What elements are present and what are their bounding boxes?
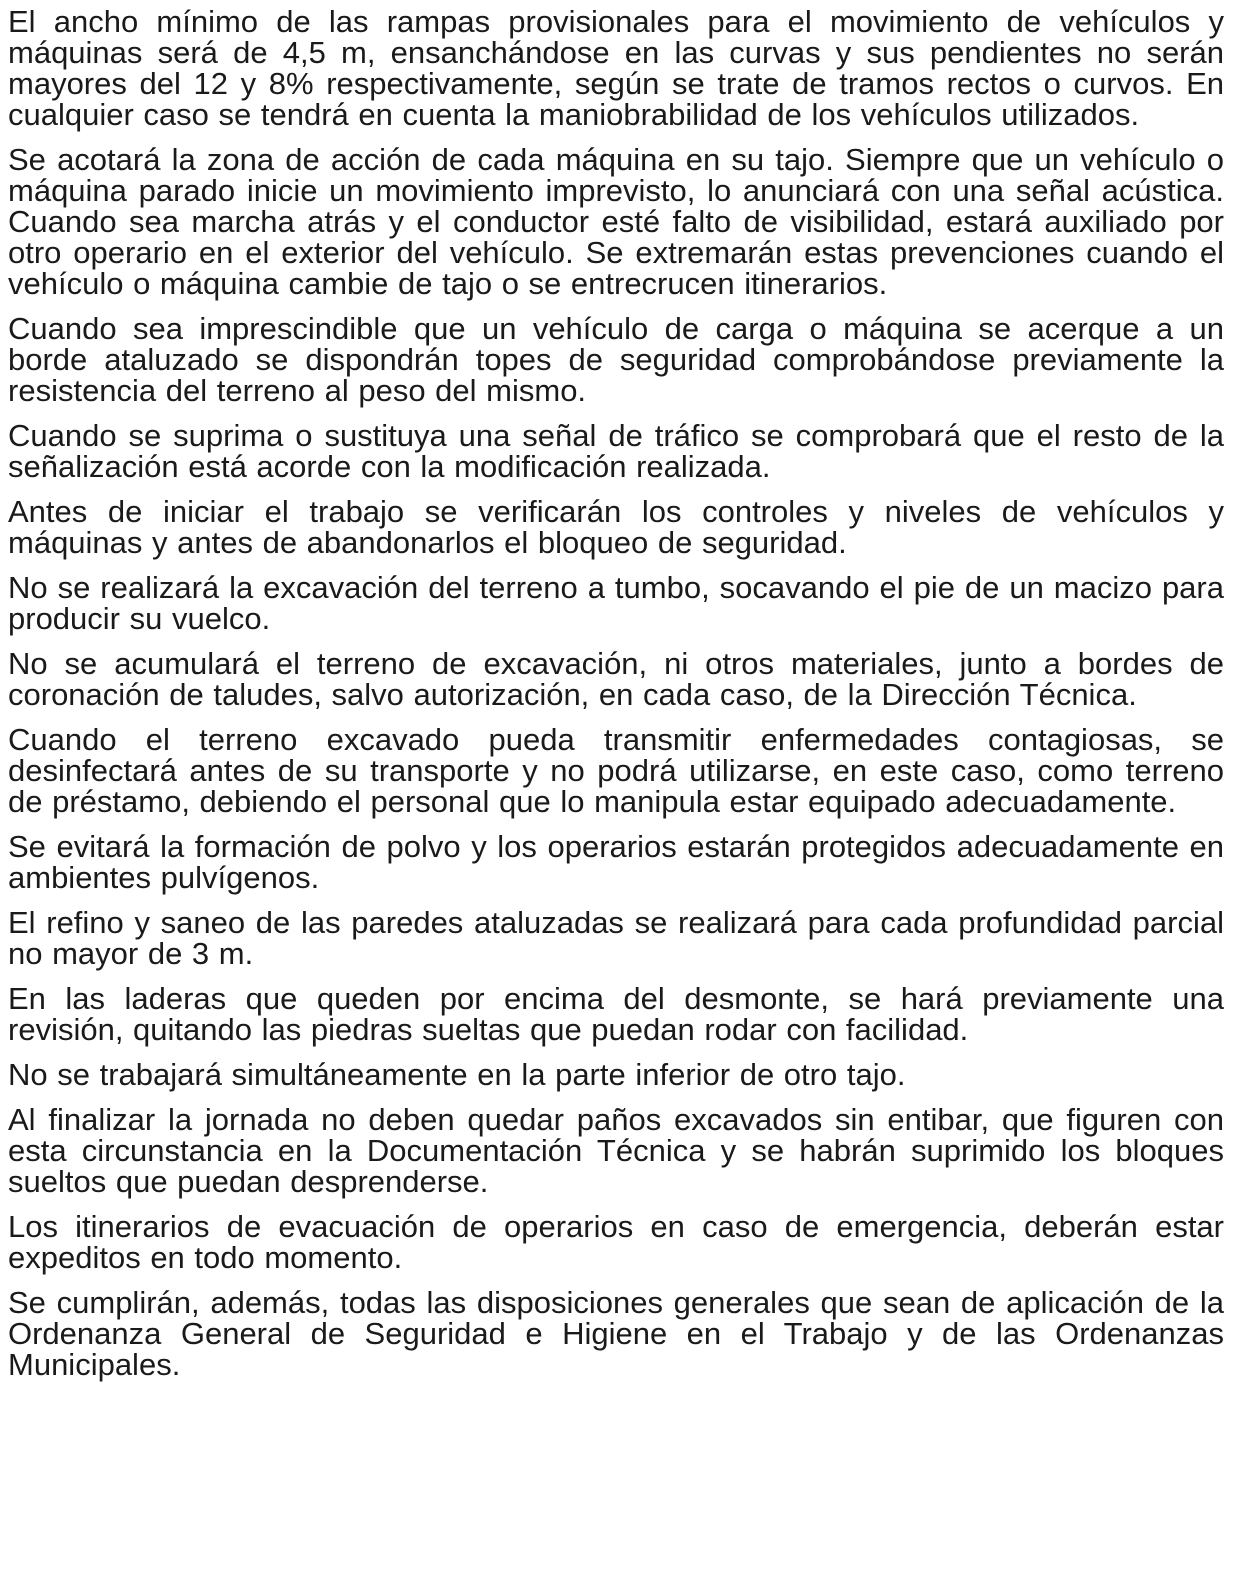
paragraph-machine-zone: Se acotará la zona de acción de cada máquina en su tajo. Siempre que un vehículo o máquina parado inicie un movimiento imprevisto, lo anunciará con una señal acústica. Cuando sea marcha atrás y el conductor esté falto de visibilidad, estará auxiliado por otro operario en el exterior del vehículo. Se extremarán estas prevenciones cuando el vehículo o máquina cambie de tajo o se entrecrucen itinerarios. bbox=[8, 142, 1224, 301]
paragraph-general-regulations: Se cumplirán, además, todas las disposiciones generales que sean de aplicación de la Ordenanza General de Seguridad e Higiene en el Trabajo y de las Ordenanzas Municipales. bbox=[8, 1285, 1224, 1382]
paragraph-spoil-accumulation: No se acumulará el terreno de excavación, ni otros materiales, junto a bordes de coronación de taludes, salvo autorización, en cada caso, de la Dirección Técnica. bbox=[8, 646, 1224, 712]
paragraph-contaminated-soil: Cuando el terreno excavado pueda transmitir enfermedades contagiosas, se desinfectará antes de su transporte y no podrá utilizarse, en este caso, como terreno de préstamo, debiendo el personal que lo manipula estar equipado adecuadamente. bbox=[8, 722, 1224, 819]
paragraph-simultaneous-work: No se trabajará simultáneamente en la parte inferior de otro tajo. bbox=[8, 1057, 906, 1092]
paragraph-undercutting: No se realizará la excavación del terreno a tumbo, socavando el pie de un macizo para producir su vuelco. bbox=[8, 570, 1224, 636]
paragraph-evacuation-routes: Los itinerarios de evacuación de operarios en caso de emergencia, deberán estar expeditos en todo momento. bbox=[8, 1209, 1224, 1275]
paragraph-wall-trimming: El refino y saneo de las paredes ataluzadas se realizará para cada profundidad parcial no mayor de 3 m. bbox=[8, 905, 1224, 971]
paragraph-traffic-signs: Cuando se suprima o sustituya una señal de tráfico se comprobará que el resto de la señalización está acorde con la modificación realizada. bbox=[8, 418, 1224, 484]
paragraph-loose-stones: En las laderas que queden por encima del desmonte, se hará previamente una revisión, quitando las piedras sueltas que puedan rodar con facilidad. bbox=[8, 981, 1224, 1047]
paragraph-slope-edge-stops: Cuando sea imprescindible que un vehículo de carga o máquina se acerque a un borde ataluzado se dispondrán topes de seguridad comprobándose previamente la resistencia del terreno al peso del mismo. bbox=[8, 311, 1224, 408]
paragraph-dust: Se evitará la formación de polvo y los operarios estarán protegidos adecuadamente en ambientes pulvígenos. bbox=[8, 829, 1224, 895]
paragraph-vehicle-checks: Antes de iniciar el trabajo se verificarán los controles y niveles de vehículos y máquinas y antes de abandonarlos el bloqueo de seguridad. bbox=[8, 494, 1224, 560]
document-page bbox=[8, 6, 1224, 1394]
paragraph-end-of-shift: Al finalizar la jornada no deben quedar paños excavados sin entibar, que figuren con esta circunstancia en la Documentación Técnica y se habrán suprimido los bloques sueltos que puedan desprenderse. bbox=[8, 1102, 1224, 1199]
paragraph-ramp-width: El ancho mínimo de las rampas provisionales para el movimiento de vehículos y máquinas será de 4,5 m, ensanchándose en las curvas y sus pendientes no serán mayores del 12 y 8% respectivamente, según se trate de tramos rectos o curvos. En cualquier caso se tendrá en cuenta la maniobrabilidad de los vehículos utilizados. bbox=[8, 4, 1224, 132]
